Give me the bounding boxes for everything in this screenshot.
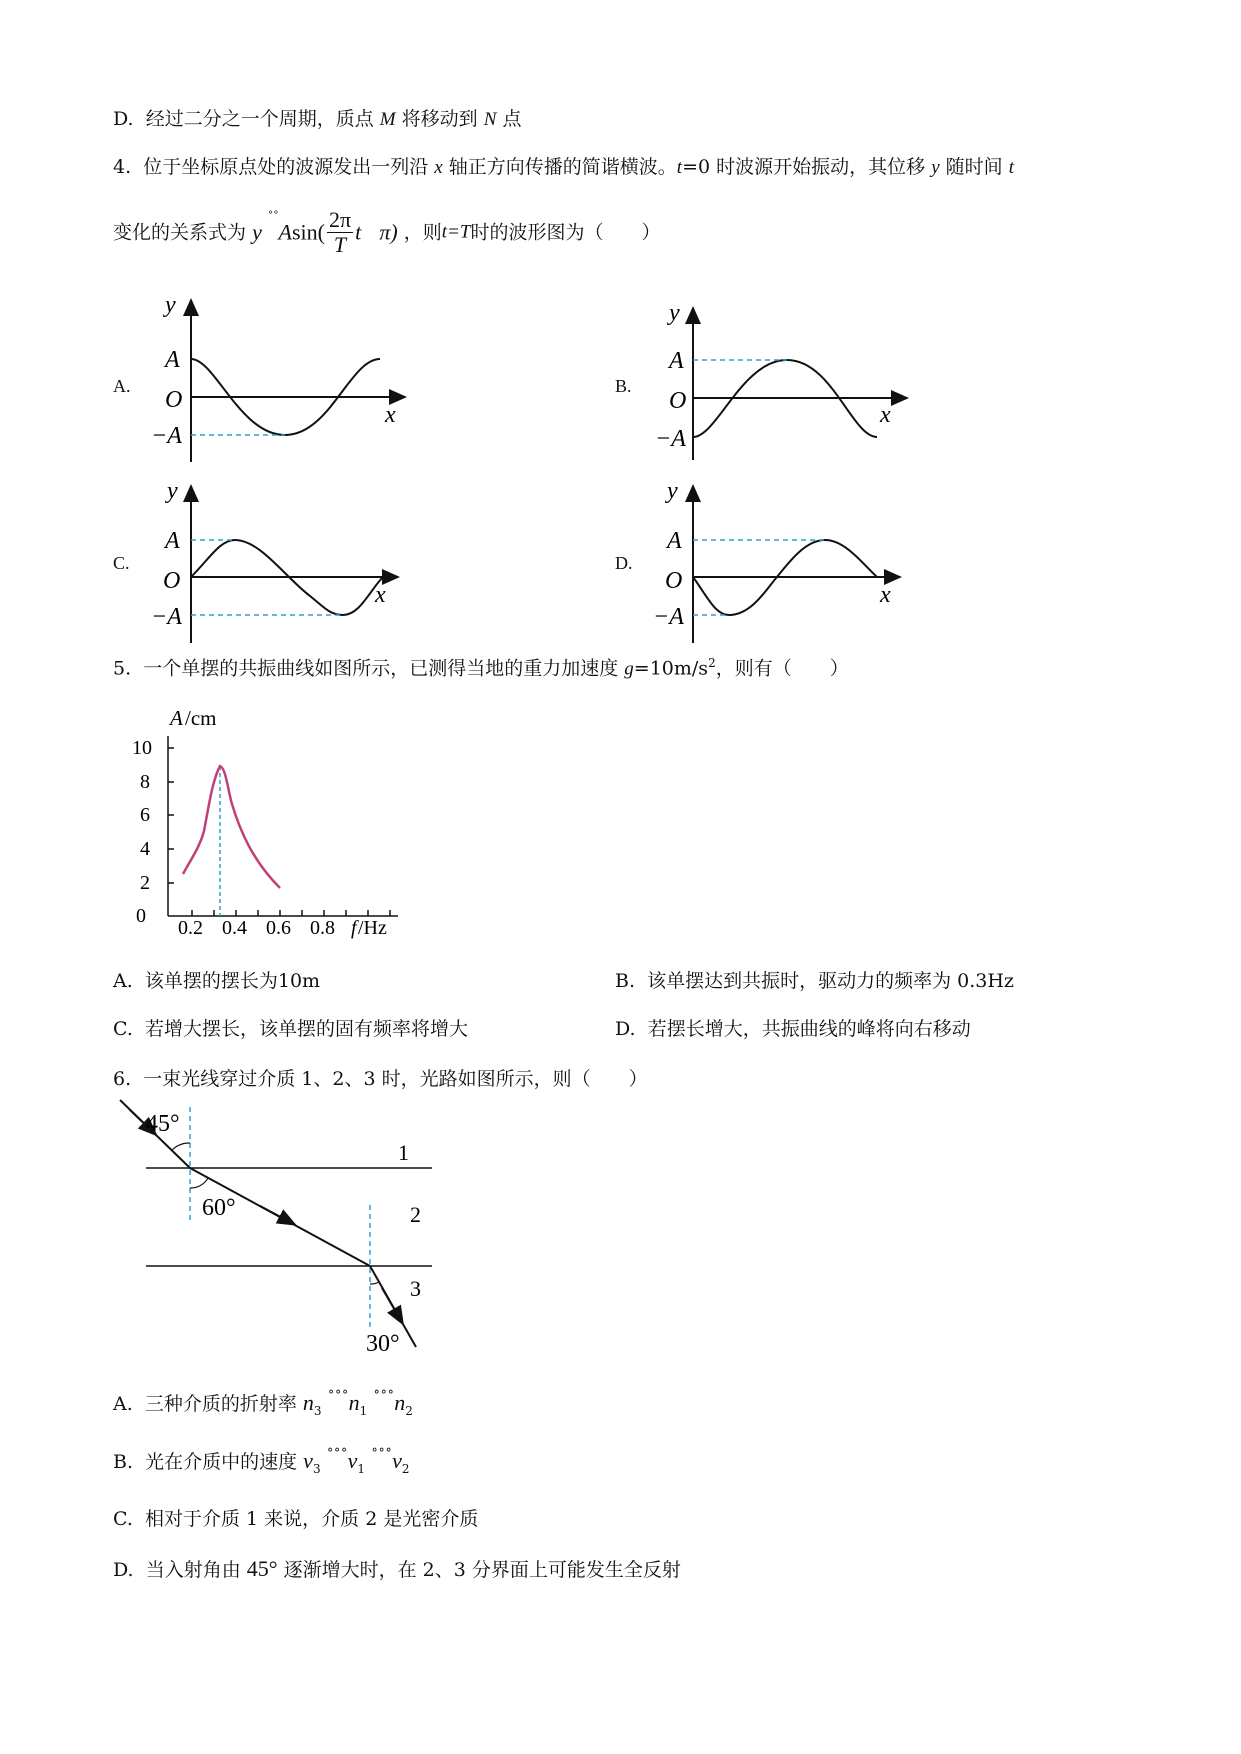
option-text: 当入射角由	[145, 1559, 241, 1581]
axis-label-x: x	[880, 582, 891, 608]
option-text: 三种介质的折射率	[144, 1393, 297, 1415]
ray-arrow	[382, 1288, 400, 1319]
tick-neg-a: −A	[151, 423, 182, 449]
q4-option-d-label[interactable]: D.	[615, 553, 633, 573]
var: n	[302, 1390, 314, 1415]
option-text: 光在介质中的速度	[145, 1451, 298, 1473]
angle-arc-1	[172, 1143, 190, 1150]
q4-option-c-label[interactable]: C.	[113, 553, 130, 573]
formula-t: t	[355, 219, 362, 245]
tick-neg-a: −A	[653, 604, 684, 630]
axis-label-x: x	[385, 402, 396, 428]
q4-option-b-label[interactable]: B.	[615, 376, 632, 396]
stem-text: ，则	[403, 221, 442, 244]
xlabel-unit: /Hz	[358, 917, 387, 939]
q4-graph-a	[151, 292, 415, 467]
q6-option-d[interactable]	[113, 1556, 681, 1582]
option-label: B.	[113, 1451, 134, 1473]
formula-a: A	[278, 219, 292, 245]
subscript: 3	[312, 1461, 321, 1476]
relation-symbol: ˚˚˚	[327, 1390, 349, 1406]
y-tick-label: 4	[140, 838, 150, 860]
stem-text: 变化的关系式为	[113, 221, 247, 244]
stem-text: =10m/s	[633, 657, 709, 680]
var-m: M	[379, 109, 396, 130]
q5-option-a[interactable]	[113, 970, 320, 993]
medium-label-2: 2	[410, 1202, 421, 1227]
tick-neg-a: −A	[151, 604, 182, 630]
angle-label-60: 60°	[202, 1195, 236, 1221]
tick-neg-a: −A	[655, 426, 686, 452]
angle-label-45: 45°	[146, 1111, 180, 1137]
tick-a: A	[165, 528, 180, 554]
q3-option-d	[113, 108, 521, 132]
formula-symbol: ˚˚	[267, 209, 279, 226]
q6-option-a[interactable]	[113, 1390, 413, 1418]
option-label: D.	[113, 108, 134, 130]
subscript: 1	[359, 1403, 368, 1418]
var: n	[394, 1390, 406, 1415]
subscript: 1	[357, 1461, 366, 1476]
q5-stem	[113, 656, 849, 681]
subscript: 3	[313, 1403, 322, 1418]
option-text: 该单摆的摆长为10m	[144, 970, 321, 992]
q6-option-b[interactable]	[113, 1448, 409, 1476]
medium-label-1: 1	[398, 1140, 409, 1165]
axis-label-y: y	[167, 478, 178, 504]
relation-symbol: ˚˚˚	[326, 1448, 348, 1464]
angle-value: 45°	[246, 1556, 278, 1581]
var: v	[347, 1448, 358, 1473]
ray-arrow	[260, 1206, 290, 1222]
var-n: N	[483, 109, 497, 130]
option-label: C.	[113, 1018, 133, 1040]
ylabel-unit: /cm	[185, 706, 217, 730]
y-tick-label: 6	[140, 804, 150, 826]
option-label: A.	[113, 1393, 133, 1415]
axis-label-x: x	[375, 582, 386, 608]
stem-text: 位于坐标原点处的波源发出一列沿	[143, 156, 429, 178]
y-tick-label: 0	[136, 905, 146, 927]
var-g: g	[624, 658, 634, 680]
tick-a: A	[165, 347, 180, 373]
q4-stem-line1	[113, 156, 1014, 180]
formula-sin: sin(	[291, 219, 325, 245]
q4-graph-b	[657, 300, 917, 470]
angle-arc-3	[370, 1282, 379, 1284]
var: v	[303, 1448, 313, 1473]
var-x: x	[434, 157, 443, 178]
var-t: t	[1008, 157, 1015, 178]
stem-text: 随时间	[945, 156, 1003, 178]
option-text: 逐渐增大时，在 2、3 分界面上可能发生全反射	[283, 1559, 681, 1581]
formula-fraction	[327, 208, 353, 257]
tick-a: A	[669, 348, 684, 374]
q5-resonance-graph	[128, 696, 418, 939]
option-text: 相对于介质 1 来说，介质 2 是光密介质	[145, 1508, 479, 1530]
x-tick-label: 0.2	[178, 917, 203, 939]
x-tick-label: 0.8	[310, 917, 335, 939]
relation-symbol: ˚˚˚	[373, 1390, 395, 1406]
fraction-numerator: 2π	[328, 207, 352, 232]
tick-a: A	[667, 528, 682, 554]
x-tick-label: 0.6	[266, 917, 291, 939]
var-y: y	[931, 157, 940, 178]
q4-graph-c	[151, 478, 415, 648]
formula-pi: π)	[379, 219, 398, 245]
fraction-denominator: T	[333, 232, 347, 258]
option-text: 若摆长增大，共振曲线的峰将向右移动	[647, 1018, 971, 1040]
q4-option-a-label[interactable]: A.	[113, 376, 131, 396]
stem-text: 时的波形图为（ ）	[470, 221, 661, 244]
stem-text: ，则有（ ）	[715, 657, 849, 680]
q4-graph-d	[653, 478, 917, 648]
tick-o: O	[665, 568, 683, 594]
stem-text: 一束光线穿过介质 1、2、3 时，光路如图所示，则（ ）	[143, 1068, 648, 1090]
question-number: 6.	[113, 1068, 132, 1090]
q5-option-b[interactable]	[615, 970, 1014, 993]
y-tick-label: 10	[132, 737, 152, 759]
xlabel-f: f	[351, 917, 357, 939]
stem-text: 轴正方向传播的简谐横波。	[448, 156, 677, 178]
tick-o: O	[165, 387, 183, 413]
y-tick-label: 2	[140, 872, 150, 894]
axis-label-y: y	[667, 478, 678, 504]
option-label: B.	[615, 970, 636, 992]
x-tick-label: 0.4	[222, 917, 247, 939]
question-number: 5.	[113, 657, 132, 680]
q4-stem-line2	[113, 208, 660, 257]
option-label: D.	[615, 1018, 636, 1040]
option-text: 经过二分之一个周期，质点	[145, 108, 374, 130]
axis-label-y: y	[165, 292, 176, 318]
x-ticks	[192, 910, 390, 916]
angle-label-30: 30°	[366, 1331, 400, 1357]
option-text: 点	[502, 108, 522, 130]
ylabel-a: A	[170, 706, 183, 730]
question-number: 4.	[113, 156, 132, 178]
subscript: 2	[401, 1461, 410, 1476]
q6-refraction-figure	[110, 1095, 450, 1355]
axis-label-y: y	[669, 300, 680, 326]
tick-o: O	[669, 388, 687, 414]
var: n	[348, 1390, 360, 1415]
q5-option-d[interactable]	[615, 1018, 971, 1041]
formula-y: y	[252, 219, 262, 245]
option-text: 该单摆达到共振时，驱动力的频率为 0.3Hz	[647, 970, 1014, 992]
angle-arc-2	[190, 1178, 208, 1188]
resonance-curve	[183, 766, 280, 888]
relation-symbol: ˚˚˚	[371, 1448, 393, 1464]
tick-o: O	[163, 568, 181, 594]
option-text: 将移动到	[401, 108, 478, 130]
axis-label-x: x	[880, 402, 891, 428]
var-t: t	[676, 157, 683, 178]
q6-option-c[interactable]	[113, 1508, 478, 1531]
var-t-eq-t: t=T	[441, 221, 471, 243]
stem-text: =0 时波源开始振动，其位移	[682, 156, 926, 178]
superscript: 2	[708, 656, 716, 670]
subscript: 2	[405, 1403, 413, 1418]
y-tick-label: 8	[140, 771, 150, 793]
stem-text: 一个单摆的共振曲线如图所示，已测得当地的重力加速度	[143, 657, 619, 680]
q5-option-c[interactable]	[113, 1018, 468, 1041]
option-label: C.	[113, 1508, 133, 1530]
option-text: 若增大摆长，该单摆的固有频率将增大	[145, 1018, 469, 1040]
option-label: A.	[113, 970, 133, 992]
var: v	[392, 1448, 402, 1473]
q6-stem	[113, 1068, 648, 1091]
y-ticks	[168, 748, 174, 883]
medium-label-3: 3	[410, 1276, 421, 1301]
option-label: D.	[113, 1559, 134, 1581]
